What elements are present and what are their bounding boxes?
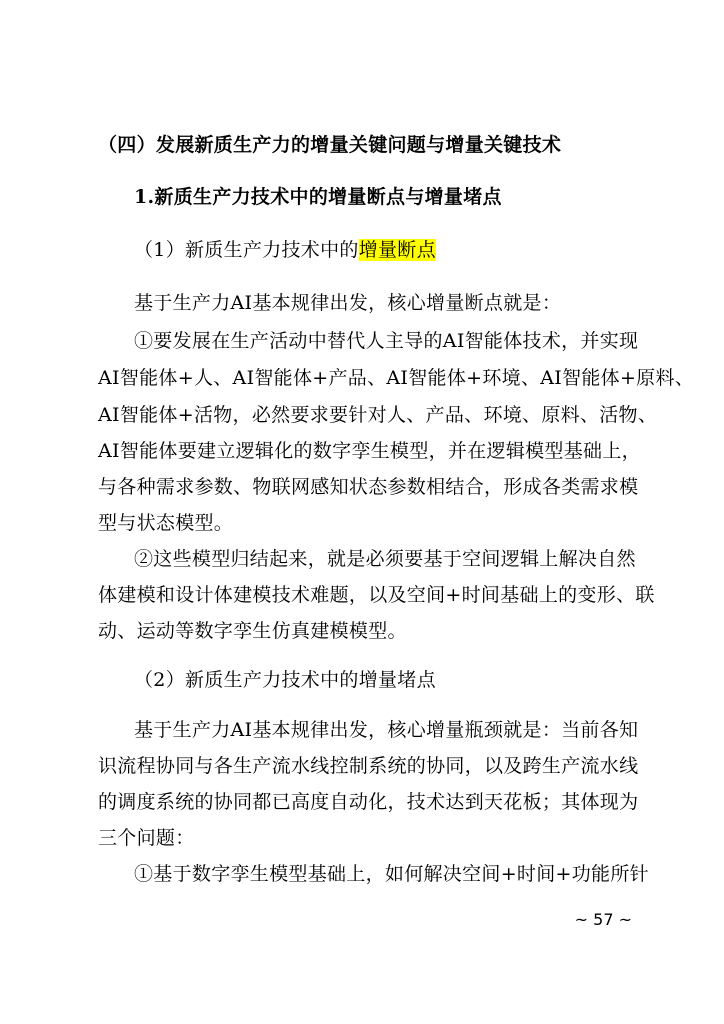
para-1-line-8: 体建模和设计体建模技术难题，以及空间+时间基础上的变形、联 xyxy=(98,584,655,606)
para-1-line-2: AI智能体+人、AI智能体+产品、AI智能体+环境、AI智能体+原料、 xyxy=(98,367,695,389)
para-2-line-2: 的调度系统的协同都已高度自动化，技术达到天花板；其体现为 xyxy=(98,791,639,813)
para-2-line-3: 三个问题： xyxy=(98,827,195,849)
para-1-line-1: ①要发展在生产活动中替代人主导的AI智能体技术，并实现 xyxy=(134,330,639,352)
para-2-line-4: ①基于数字孪生模型基础上，如何解决空间+时间+功能所针 xyxy=(134,863,649,885)
subsection-1-prefix: （1）新质生产力技术中的 xyxy=(134,239,359,261)
para-1-line-7: ②这些模型归结起来，就是必须要基于空间逻辑上解决自然 xyxy=(134,548,636,570)
subsection-1-heading xyxy=(134,238,674,262)
para-1-line-6: 型与状态模型。 xyxy=(98,512,234,534)
page-number: ~ 57 ~ xyxy=(574,910,632,929)
highlighted-text: 增量断点 xyxy=(358,239,436,261)
para-1-line-9: 动、运动等数字孪生仿真建模模型。 xyxy=(98,620,407,642)
para-1-line-3: AI智能体+活物，必然要求要针对人、产品、环境、原料、活物、 xyxy=(98,404,658,426)
para-2-line-0: 基于生产力AI基本规律出发，核心增量瓶颈就是：当前各知 xyxy=(134,719,639,741)
para-1-line-5: 与各种需求参数、物联网感知状态参数相结合，形成各类需求模 xyxy=(98,476,639,498)
para-2-line-1: 识流程协同与各生产流水线控制系统的协同，以及跨生产流水线 xyxy=(98,755,639,777)
para-1-line-4: AI智能体要建立逻辑化的数字孪生模型，并在逻辑模型基础上， xyxy=(98,440,641,462)
subsection-2-heading: （2）新质生产力技术中的增量堵点 xyxy=(134,669,436,691)
subheading-1: 1.新质生产力技术中的增量断点与增量堵点 xyxy=(134,186,502,208)
para-1-line-0: 基于生产力AI基本规律出发，核心增量断点就是： xyxy=(134,292,562,314)
section-heading: （四）发展新质生产力的增量关键问题与增量关键技术 xyxy=(98,134,562,156)
